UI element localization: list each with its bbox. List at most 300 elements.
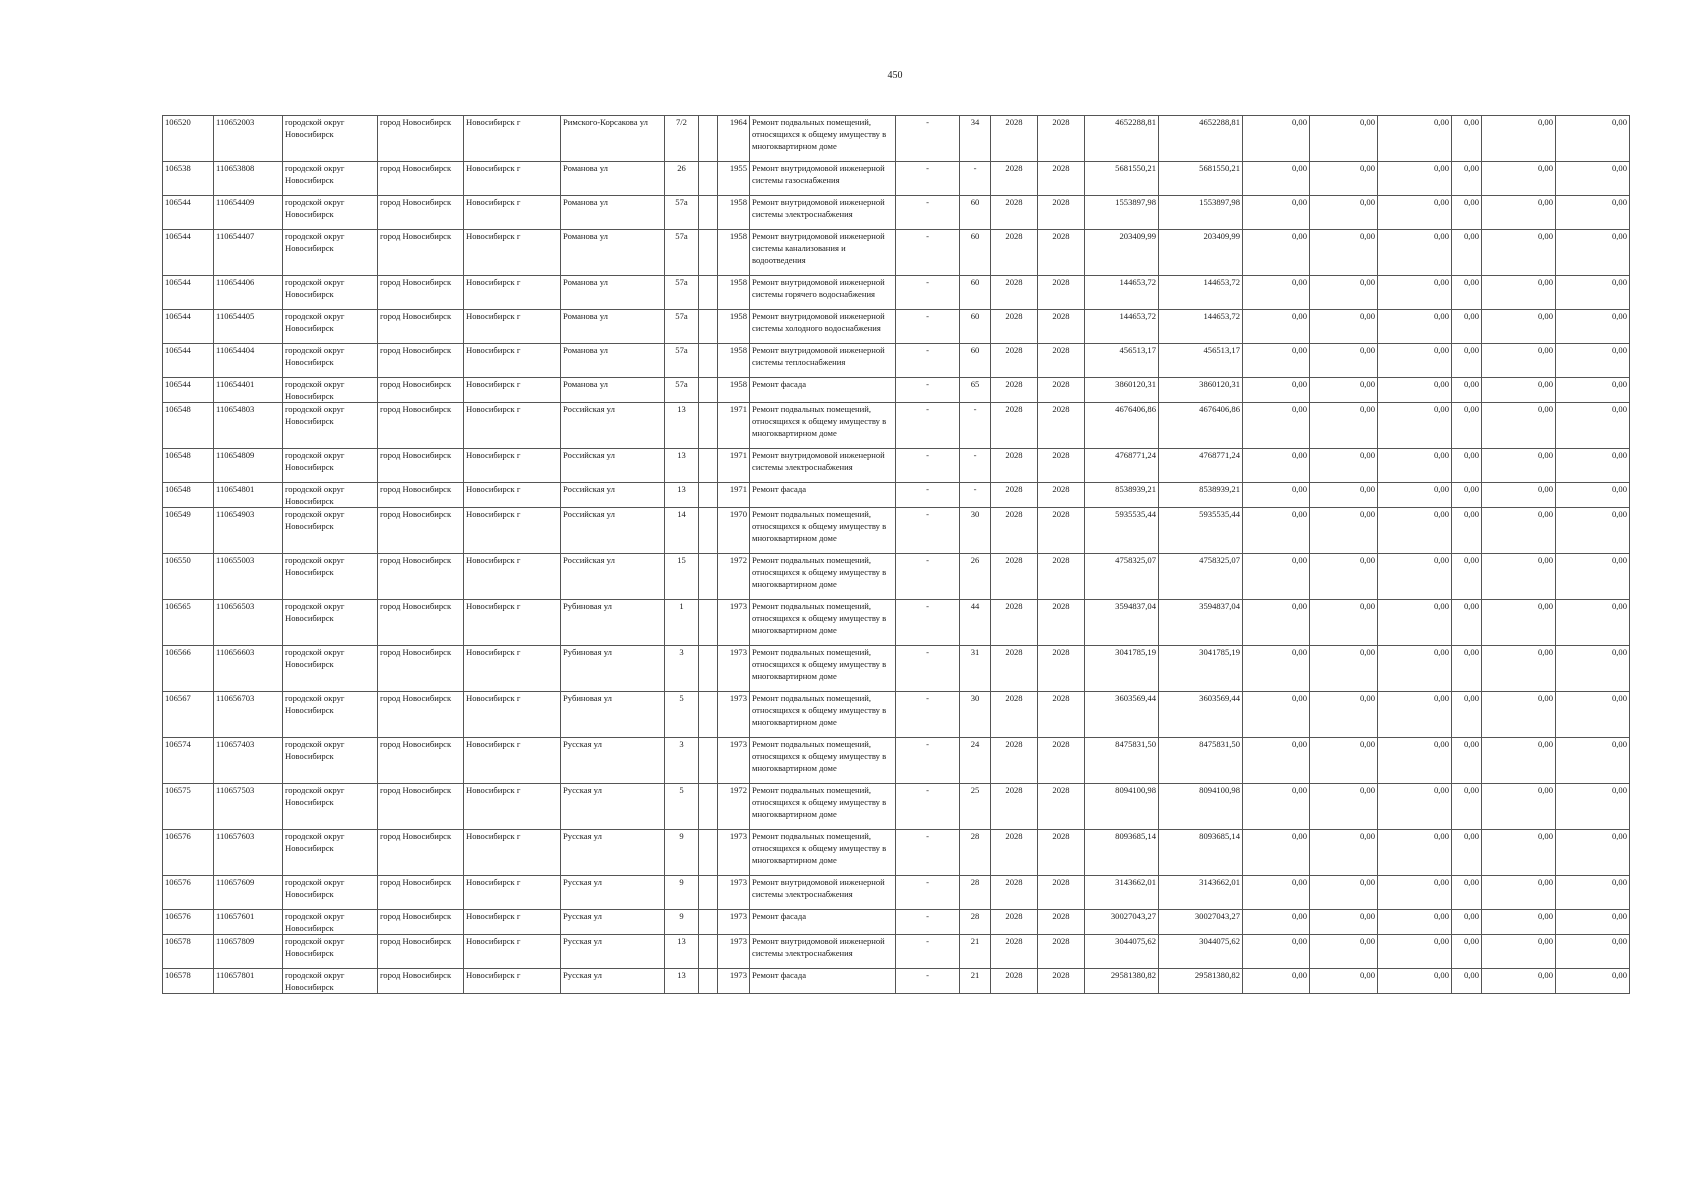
- cell-locality: Новосибирск г: [464, 310, 561, 344]
- cell-amount-3: 0,00: [1378, 344, 1452, 378]
- cell-year-fact: 2028: [1038, 830, 1085, 876]
- cell-municipal-district: городской округ Новосибирск: [283, 378, 378, 403]
- table-row: [163, 784, 1630, 830]
- cell-year-plan: 2028: [991, 969, 1038, 994]
- table-row: [163, 554, 1630, 600]
- cell-amount-1: 0,00: [1243, 378, 1310, 403]
- cell-amount-6: 0,00: [1556, 692, 1630, 738]
- cell-amount-3: 0,00: [1378, 646, 1452, 692]
- cell-amount-4: 0,00: [1452, 403, 1482, 449]
- cell-building: [699, 449, 718, 483]
- cell-cost-total: 4768771,24: [1085, 449, 1159, 483]
- cell-work-type: Ремонт фасада: [750, 483, 896, 508]
- cell-amount-5: 0,00: [1482, 310, 1556, 344]
- cell-year-fact: 2028: [1038, 276, 1085, 310]
- cell-street: Романова ул: [561, 196, 665, 230]
- cell-settlement: город Новосибирск: [378, 554, 464, 600]
- cell-year-plan: 2028: [991, 344, 1038, 378]
- cell-amount-5: 0,00: [1482, 344, 1556, 378]
- cell-locality: Новосибирск г: [464, 969, 561, 994]
- cell-amount-4: 0,00: [1452, 276, 1482, 310]
- cell-amount-4: 0,00: [1452, 554, 1482, 600]
- cell-wear-percent: -: [960, 162, 991, 196]
- cell-amount-5: 0,00: [1482, 600, 1556, 646]
- cell-year-fact: 2028: [1038, 508, 1085, 554]
- cell-cost-fund: 4758325,07: [1159, 554, 1243, 600]
- cell-wear-percent: 60: [960, 344, 991, 378]
- cell-year-fact: 2028: [1038, 969, 1085, 994]
- cell-street: Русская ул: [561, 830, 665, 876]
- table-row: [163, 449, 1630, 483]
- cell-unit: -: [896, 310, 960, 344]
- cell-amount-4: 0,00: [1452, 344, 1482, 378]
- cell-house-id: 106566: [163, 646, 214, 692]
- cell-amount-3: 0,00: [1378, 969, 1452, 994]
- cell-cost-total: 4676406,86: [1085, 403, 1159, 449]
- cell-amount-3: 0,00: [1378, 508, 1452, 554]
- cell-amount-6: 0,00: [1556, 935, 1630, 969]
- cell-amount-1: 0,00: [1243, 554, 1310, 600]
- cell-locality: Новосибирск г: [464, 483, 561, 508]
- cell-amount-1: 0,00: [1243, 196, 1310, 230]
- cell-amount-3: 0,00: [1378, 784, 1452, 830]
- cell-amount-6: 0,00: [1556, 449, 1630, 483]
- cell-build-year: 1972: [718, 554, 750, 600]
- cell-house-id: 106576: [163, 830, 214, 876]
- cell-amount-2: 0,00: [1310, 230, 1378, 276]
- cell-amount-5: 0,00: [1482, 738, 1556, 784]
- cell-amount-3: 0,00: [1378, 196, 1452, 230]
- cell-year-fact: 2028: [1038, 116, 1085, 162]
- cell-amount-2: 0,00: [1310, 600, 1378, 646]
- cell-wear-percent: 24: [960, 738, 991, 784]
- cell-amount-6: 0,00: [1556, 310, 1630, 344]
- cell-house-id: 106548: [163, 403, 214, 449]
- cell-settlement: город Новосибирск: [378, 600, 464, 646]
- cell-work-id: 110654404: [214, 344, 283, 378]
- table-row: [163, 310, 1630, 344]
- cell-amount-6: 0,00: [1556, 910, 1630, 935]
- cell-settlement: город Новосибирск: [378, 344, 464, 378]
- table-row: [163, 344, 1630, 378]
- cell-municipal-district: городской округ Новосибирск: [283, 646, 378, 692]
- cell-amount-1: 0,00: [1243, 830, 1310, 876]
- cell-amount-4: 0,00: [1452, 600, 1482, 646]
- cell-cost-total: 8475831,50: [1085, 738, 1159, 784]
- cell-amount-4: 0,00: [1452, 162, 1482, 196]
- cell-amount-6: 0,00: [1556, 162, 1630, 196]
- cell-wear-percent: 31: [960, 646, 991, 692]
- cell-unit: -: [896, 692, 960, 738]
- cell-locality: Новосибирск г: [464, 910, 561, 935]
- cell-work-type: Ремонт внутридомовой инженерной системы электроснабжения: [750, 935, 896, 969]
- cell-work-id: 110652003: [214, 116, 283, 162]
- cell-build-year: 1970: [718, 508, 750, 554]
- cell-work-type: Ремонт фасада: [750, 969, 896, 994]
- cell-street: Русская ул: [561, 910, 665, 935]
- cell-settlement: город Новосибирск: [378, 196, 464, 230]
- cell-amount-1: 0,00: [1243, 483, 1310, 508]
- cell-unit: -: [896, 403, 960, 449]
- cell-settlement: город Новосибирск: [378, 738, 464, 784]
- cell-street: Русская ул: [561, 738, 665, 784]
- cell-house-number: 3: [665, 738, 699, 784]
- cell-locality: Новосибирск г: [464, 162, 561, 196]
- cell-amount-1: 0,00: [1243, 692, 1310, 738]
- cell-amount-3: 0,00: [1378, 276, 1452, 310]
- cell-cost-total: 5935535,44: [1085, 508, 1159, 554]
- cell-amount-5: 0,00: [1482, 116, 1556, 162]
- cell-municipal-district: городской округ Новосибирск: [283, 276, 378, 310]
- cell-build-year: 1964: [718, 116, 750, 162]
- table-row: [163, 600, 1630, 646]
- cell-house-id: 106544: [163, 344, 214, 378]
- cell-unit: -: [896, 449, 960, 483]
- cell-street: Рубиновая ул: [561, 692, 665, 738]
- table-row: [163, 230, 1630, 276]
- cell-build-year: 1973: [718, 600, 750, 646]
- cell-work-id: 110657503: [214, 784, 283, 830]
- cell-amount-3: 0,00: [1378, 230, 1452, 276]
- cell-unit: -: [896, 483, 960, 508]
- cell-locality: Новосибирск г: [464, 230, 561, 276]
- cell-amount-4: 0,00: [1452, 310, 1482, 344]
- cell-cost-fund: 3044075,62: [1159, 935, 1243, 969]
- cell-cost-fund: 29581380,82: [1159, 969, 1243, 994]
- cell-amount-1: 0,00: [1243, 910, 1310, 935]
- cell-street: Российская ул: [561, 483, 665, 508]
- cell-cost-total: 1553897,98: [1085, 196, 1159, 230]
- cell-work-type: Ремонт внутридомовой инженерной системы теплоснабжения: [750, 344, 896, 378]
- cell-year-fact: 2028: [1038, 935, 1085, 969]
- cell-amount-2: 0,00: [1310, 646, 1378, 692]
- cell-amount-4: 0,00: [1452, 692, 1482, 738]
- cell-amount-5: 0,00: [1482, 910, 1556, 935]
- cell-amount-3: 0,00: [1378, 692, 1452, 738]
- cell-amount-3: 0,00: [1378, 310, 1452, 344]
- cell-street: Российская ул: [561, 554, 665, 600]
- cell-year-plan: 2028: [991, 196, 1038, 230]
- cell-year-plan: 2028: [991, 483, 1038, 508]
- cell-building: [699, 554, 718, 600]
- repair-program-table: [162, 115, 1630, 994]
- cell-house-id: 106520: [163, 116, 214, 162]
- cell-amount-2: 0,00: [1310, 276, 1378, 310]
- cell-wear-percent: 26: [960, 554, 991, 600]
- table-row: [163, 196, 1630, 230]
- cell-work-id: 110654405: [214, 310, 283, 344]
- cell-amount-6: 0,00: [1556, 969, 1630, 994]
- cell-work-type: Ремонт внутридомовой инженерной системы газоснабжения: [750, 162, 896, 196]
- cell-amount-4: 0,00: [1452, 969, 1482, 994]
- cell-municipal-district: городской округ Новосибирск: [283, 830, 378, 876]
- cell-street: Романова ул: [561, 378, 665, 403]
- cell-wear-percent: -: [960, 483, 991, 508]
- cell-house-id: 106578: [163, 969, 214, 994]
- cell-build-year: 1973: [718, 969, 750, 994]
- cell-settlement: город Новосибирск: [378, 230, 464, 276]
- cell-build-year: 1973: [718, 692, 750, 738]
- cell-settlement: город Новосибирск: [378, 784, 464, 830]
- table-row: [163, 830, 1630, 876]
- cell-locality: Новосибирск г: [464, 876, 561, 910]
- cell-settlement: город Новосибирск: [378, 162, 464, 196]
- cell-street: Российская ул: [561, 403, 665, 449]
- cell-amount-2: 0,00: [1310, 449, 1378, 483]
- cell-work-id: 110654409: [214, 196, 283, 230]
- cell-house-id: 106548: [163, 449, 214, 483]
- cell-year-plan: 2028: [991, 310, 1038, 344]
- cell-municipal-district: городской округ Новосибирск: [283, 344, 378, 378]
- cell-street: Римского-Корсакова ул: [561, 116, 665, 162]
- cell-unit: -: [896, 969, 960, 994]
- cell-work-type: Ремонт подвальных помещений, относящихся к общему имуществу в многоквартирном доме: [750, 554, 896, 600]
- cell-house-id: 106538: [163, 162, 214, 196]
- cell-year-fact: 2028: [1038, 876, 1085, 910]
- table-row: [163, 162, 1630, 196]
- cell-amount-5: 0,00: [1482, 646, 1556, 692]
- cell-wear-percent: 44: [960, 600, 991, 646]
- cell-amount-1: 0,00: [1243, 403, 1310, 449]
- cell-house-number: 57а: [665, 378, 699, 403]
- table-row: [163, 116, 1630, 162]
- cell-work-id: 110654801: [214, 483, 283, 508]
- cell-municipal-district: городской округ Новосибирск: [283, 230, 378, 276]
- cell-build-year: 1971: [718, 483, 750, 508]
- cell-amount-3: 0,00: [1378, 830, 1452, 876]
- cell-municipal-district: городской округ Новосибирск: [283, 692, 378, 738]
- cell-municipal-district: городской округ Новосибирск: [283, 196, 378, 230]
- cell-amount-6: 0,00: [1556, 554, 1630, 600]
- cell-unit: -: [896, 554, 960, 600]
- cell-building: [699, 969, 718, 994]
- cell-amount-4: 0,00: [1452, 508, 1482, 554]
- cell-cost-total: 5681550,21: [1085, 162, 1159, 196]
- cell-amount-5: 0,00: [1482, 196, 1556, 230]
- cell-amount-1: 0,00: [1243, 162, 1310, 196]
- cell-wear-percent: -: [960, 449, 991, 483]
- cell-unit: -: [896, 116, 960, 162]
- cell-unit: -: [896, 162, 960, 196]
- cell-municipal-district: городской округ Новосибирск: [283, 935, 378, 969]
- cell-building: [699, 162, 718, 196]
- cell-year-fact: 2028: [1038, 196, 1085, 230]
- cell-locality: Новосибирск г: [464, 554, 561, 600]
- cell-street: Романова ул: [561, 276, 665, 310]
- cell-amount-5: 0,00: [1482, 876, 1556, 910]
- cell-settlement: город Новосибирск: [378, 483, 464, 508]
- cell-work-id: 110657801: [214, 969, 283, 994]
- cell-amount-1: 0,00: [1243, 969, 1310, 994]
- cell-cost-total: 8094100,98: [1085, 784, 1159, 830]
- cell-locality: Новосибирск г: [464, 378, 561, 403]
- cell-street: Рубиновая ул: [561, 646, 665, 692]
- cell-amount-2: 0,00: [1310, 910, 1378, 935]
- cell-amount-1: 0,00: [1243, 449, 1310, 483]
- cell-amount-1: 0,00: [1243, 230, 1310, 276]
- cell-wear-percent: 65: [960, 378, 991, 403]
- cell-amount-1: 0,00: [1243, 935, 1310, 969]
- cell-unit: -: [896, 378, 960, 403]
- cell-build-year: 1971: [718, 449, 750, 483]
- cell-cost-total: 3603569,44: [1085, 692, 1159, 738]
- cell-work-type: Ремонт внутридомовой инженерной системы холодного водоснабжения: [750, 310, 896, 344]
- cell-build-year: 1958: [718, 344, 750, 378]
- cell-amount-5: 0,00: [1482, 403, 1556, 449]
- cell-amount-5: 0,00: [1482, 483, 1556, 508]
- cell-street: Русская ул: [561, 876, 665, 910]
- cell-street: Российская ул: [561, 508, 665, 554]
- cell-amount-3: 0,00: [1378, 403, 1452, 449]
- cell-work-id: 110655003: [214, 554, 283, 600]
- cell-house-id: 106576: [163, 910, 214, 935]
- cell-settlement: город Новосибирск: [378, 403, 464, 449]
- cell-building: [699, 692, 718, 738]
- cell-unit: -: [896, 738, 960, 784]
- cell-amount-2: 0,00: [1310, 692, 1378, 738]
- cell-amount-4: 0,00: [1452, 378, 1482, 403]
- cell-cost-fund: 203409,99: [1159, 230, 1243, 276]
- cell-building: [699, 738, 718, 784]
- cell-amount-5: 0,00: [1482, 554, 1556, 600]
- cell-year-plan: 2028: [991, 378, 1038, 403]
- cell-house-number: 57а: [665, 310, 699, 344]
- cell-year-fact: 2028: [1038, 449, 1085, 483]
- table-row: [163, 276, 1630, 310]
- cell-build-year: 1973: [718, 738, 750, 784]
- cell-amount-2: 0,00: [1310, 483, 1378, 508]
- cell-amount-6: 0,00: [1556, 276, 1630, 310]
- cell-locality: Новосибирск г: [464, 344, 561, 378]
- cell-house-id: 106544: [163, 196, 214, 230]
- cell-amount-1: 0,00: [1243, 876, 1310, 910]
- cell-municipal-district: городской округ Новосибирск: [283, 910, 378, 935]
- cell-amount-5: 0,00: [1482, 378, 1556, 403]
- cell-house-id: 106567: [163, 692, 214, 738]
- cell-house-number: 5: [665, 784, 699, 830]
- cell-amount-2: 0,00: [1310, 378, 1378, 403]
- cell-cost-fund: 144653,72: [1159, 276, 1243, 310]
- cell-wear-percent: 21: [960, 969, 991, 994]
- cell-house-id: 106578: [163, 935, 214, 969]
- cell-cost-total: 29581380,82: [1085, 969, 1159, 994]
- cell-cost-fund: 5681550,21: [1159, 162, 1243, 196]
- cell-unit: -: [896, 784, 960, 830]
- cell-building: [699, 196, 718, 230]
- cell-settlement: город Новосибирск: [378, 378, 464, 403]
- cell-year-plan: 2028: [991, 738, 1038, 784]
- cell-unit: -: [896, 508, 960, 554]
- cell-unit: -: [896, 646, 960, 692]
- cell-work-type: Ремонт фасада: [750, 378, 896, 403]
- cell-house-number: 26: [665, 162, 699, 196]
- cell-work-type: Ремонт внутридомовой инженерной системы канализования и водоотведения: [750, 230, 896, 276]
- cell-settlement: город Новосибирск: [378, 910, 464, 935]
- cell-work-type: Ремонт подвальных помещений, относящихся к общему имуществу в многоквартирном доме: [750, 116, 896, 162]
- table-row: [163, 483, 1630, 508]
- cell-cost-fund: 144653,72: [1159, 310, 1243, 344]
- cell-building: [699, 403, 718, 449]
- cell-amount-4: 0,00: [1452, 449, 1482, 483]
- cell-building: [699, 646, 718, 692]
- cell-unit: -: [896, 276, 960, 310]
- cell-amount-2: 0,00: [1310, 403, 1378, 449]
- cell-locality: Новосибирск г: [464, 600, 561, 646]
- cell-amount-3: 0,00: [1378, 449, 1452, 483]
- cell-cost-fund: 3594837,04: [1159, 600, 1243, 646]
- cell-locality: Новосибирск г: [464, 935, 561, 969]
- cell-settlement: город Новосибирск: [378, 646, 464, 692]
- cell-amount-1: 0,00: [1243, 738, 1310, 784]
- cell-amount-2: 0,00: [1310, 196, 1378, 230]
- cell-municipal-district: городской округ Новосибирск: [283, 738, 378, 784]
- cell-cost-total: 3041785,19: [1085, 646, 1159, 692]
- cell-house-number: 13: [665, 969, 699, 994]
- cell-amount-5: 0,00: [1482, 449, 1556, 483]
- cell-cost-total: 8538939,21: [1085, 483, 1159, 508]
- table-row: [163, 969, 1630, 994]
- cell-cost-fund: 30027043,27: [1159, 910, 1243, 935]
- cell-work-type: Ремонт подвальных помещений, относящихся к общему имуществу в многоквартирном доме: [750, 600, 896, 646]
- cell-street: Романова ул: [561, 230, 665, 276]
- cell-amount-6: 0,00: [1556, 646, 1630, 692]
- cell-building: [699, 276, 718, 310]
- cell-settlement: город Новосибирск: [378, 449, 464, 483]
- cell-cost-total: 456513,17: [1085, 344, 1159, 378]
- cell-year-fact: 2028: [1038, 784, 1085, 830]
- cell-amount-5: 0,00: [1482, 692, 1556, 738]
- cell-amount-3: 0,00: [1378, 554, 1452, 600]
- cell-house-id: 106544: [163, 276, 214, 310]
- cell-municipal-district: городской округ Новосибирск: [283, 969, 378, 994]
- cell-house-number: 57а: [665, 230, 699, 276]
- cell-cost-total: 144653,72: [1085, 276, 1159, 310]
- cell-cost-fund: 3603569,44: [1159, 692, 1243, 738]
- cell-work-id: 110654903: [214, 508, 283, 554]
- cell-amount-4: 0,00: [1452, 876, 1482, 910]
- cell-year-fact: 2028: [1038, 344, 1085, 378]
- cell-wear-percent: 30: [960, 508, 991, 554]
- cell-house-number: 9: [665, 830, 699, 876]
- cell-year-plan: 2028: [991, 876, 1038, 910]
- cell-cost-total: 30027043,27: [1085, 910, 1159, 935]
- cell-cost-total: 3143662,01: [1085, 876, 1159, 910]
- cell-amount-6: 0,00: [1556, 876, 1630, 910]
- cell-settlement: город Новосибирск: [378, 310, 464, 344]
- cell-municipal-district: городской округ Новосибирск: [283, 876, 378, 910]
- cell-settlement: город Новосибирск: [378, 116, 464, 162]
- cell-wear-percent: 60: [960, 276, 991, 310]
- cell-amount-5: 0,00: [1482, 162, 1556, 196]
- cell-house-number: 57а: [665, 344, 699, 378]
- cell-wear-percent: 34: [960, 116, 991, 162]
- cell-work-type: Ремонт подвальных помещений, относящихся к общему имуществу в многоквартирном доме: [750, 784, 896, 830]
- cell-cost-total: 3860120,31: [1085, 378, 1159, 403]
- cell-amount-3: 0,00: [1378, 162, 1452, 196]
- cell-year-plan: 2028: [991, 646, 1038, 692]
- cell-house-id: 106574: [163, 738, 214, 784]
- cell-work-type: Ремонт внутридомовой инженерной системы электроснабжения: [750, 876, 896, 910]
- cell-year-fact: 2028: [1038, 738, 1085, 784]
- cell-municipal-district: городской округ Новосибирск: [283, 116, 378, 162]
- cell-work-id: 110656603: [214, 646, 283, 692]
- cell-amount-6: 0,00: [1556, 403, 1630, 449]
- cell-house-number: 15: [665, 554, 699, 600]
- table-row: [163, 378, 1630, 403]
- cell-year-fact: 2028: [1038, 230, 1085, 276]
- cell-cost-total: 144653,72: [1085, 310, 1159, 344]
- cell-cost-fund: 4676406,86: [1159, 403, 1243, 449]
